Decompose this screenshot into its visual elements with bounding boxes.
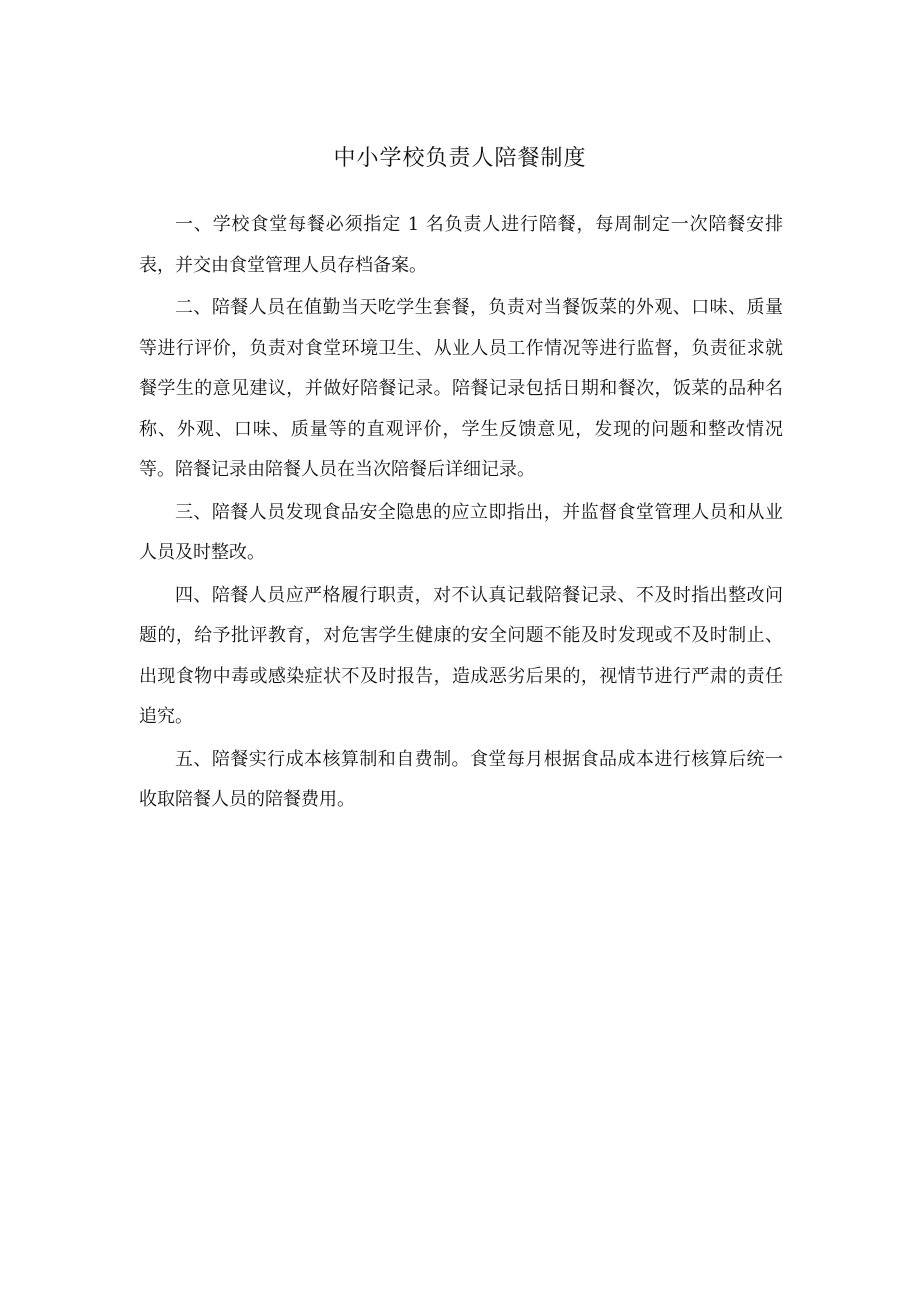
paragraph-2: 二、陪餐人员在值勤当天吃学生套餐，负责对当餐饭菜的外观、口味、质量等进行评价，负责对食堂环境卫生、从业人员工作情况等进行监督，负责征求就餐学生的意见建议，并做好陪餐记录。陪餐记录包括日期和餐次，饭菜的品种名称、外观、口味、质量等的直观评价，学生反馈意见，发现的问题和整改情况等。陪餐记录由陪餐人员在当次陪餐后详细记录。 (139, 297, 783, 480)
paragraph-4: 四、陪餐人员应严格履行职责，对不认真记载陪餐记录、不及时指出整改问题的，给予批评教育，对危害学生健康的安全问题不能及时发现或不及时制止、出现食物中毒或感染症状不及时报告，造成恶劣后果的，视情节进行严肃的责任追究。 (139, 584, 783, 727)
paragraph-1: 一、学校食堂每餐必须指定 1 名负责人进行陪餐，每周制定一次陪餐安排表，并交由食堂管理人员存档备案。 (139, 214, 783, 276)
paragraph-5: 五、陪餐实行成本核算制和自费制。食堂每月根据食品成本进行核算后统一收取陪餐人员的陪餐费用。 (139, 748, 783, 810)
document-body (139, 205, 783, 823)
paragraph-3: 三、陪餐人员发现食品安全隐患的应立即指出，并监督食堂管理人员和从业人员及时整改。 (139, 501, 783, 563)
document-title: 中小学校负责人陪餐制度 (333, 146, 587, 171)
